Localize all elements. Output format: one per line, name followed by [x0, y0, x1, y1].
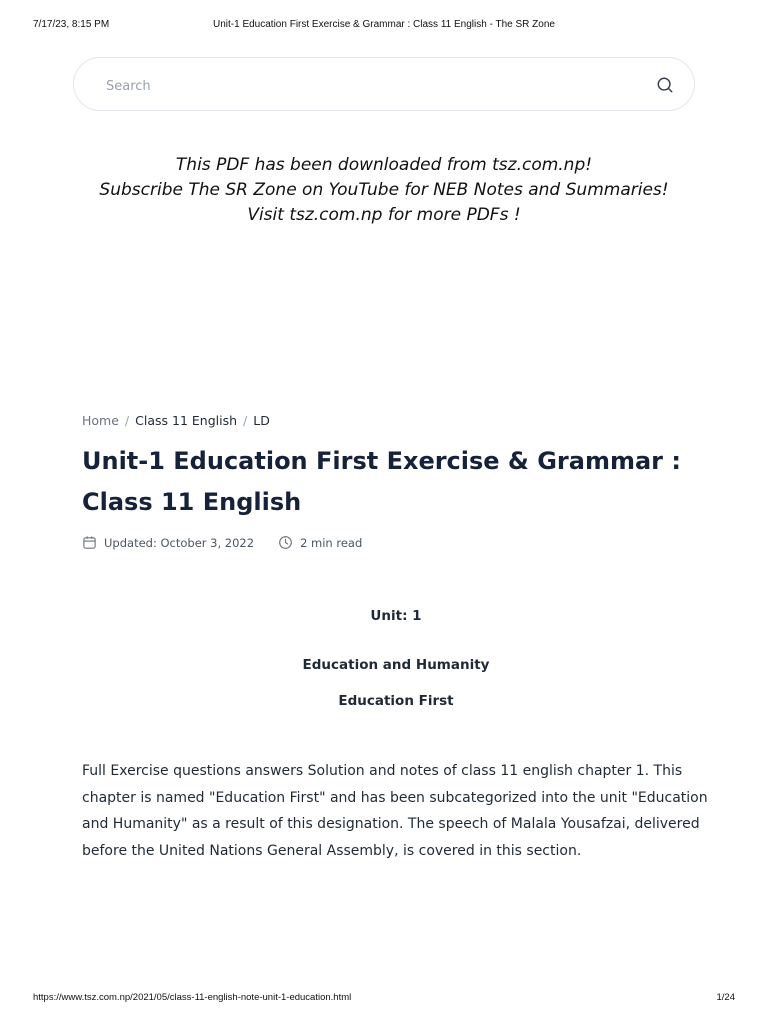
breadcrumb-ld[interactable]: LD: [253, 413, 270, 428]
chapter-heading: Education First: [338, 693, 454, 709]
updated-date-text: Updated: October 3, 2022: [104, 535, 255, 550]
breadcrumb: [82, 413, 270, 428]
clock-icon: [278, 535, 293, 550]
print-page-number: 1/24: [716, 992, 735, 1003]
breadcrumb-class-11-english[interactable]: Class 11 English: [135, 413, 238, 428]
print-document-title: Unit-1 Education First Exercise & Grammar : Class 11 English - The SR Zone: [213, 19, 555, 30]
section-heading: Education and Humanity: [302, 657, 490, 673]
notice-line-3: Visit tsz.com.np for more PDFs !: [247, 205, 521, 225]
notice-line-2: Subscribe The SR Zone on YouTube for NEB Notes and Summaries!: [99, 180, 669, 200]
notice-line-1: This PDF has been downloaded from tsz.com.np!: [175, 155, 593, 175]
pdf-notice: [0, 153, 768, 228]
read-time-text: 2 min read: [300, 535, 363, 550]
calendar-icon: [82, 535, 97, 550]
breadcrumb-home[interactable]: Home: [82, 413, 119, 428]
breadcrumb-separator: /: [124, 413, 130, 428]
page-title: Unit-1 Education First Exercise & Grammar : Class 11 English: [82, 447, 681, 516]
updated-date: [82, 535, 254, 550]
search-icon[interactable]: [656, 76, 674, 94]
article-meta: [82, 535, 362, 550]
search-input[interactable]: [104, 72, 628, 100]
search-bar: [73, 57, 695, 111]
intro-paragraph: Full Exercise questions answers Solution and notes of class 11 english chapter 1. This chapter is named "Education First" and has been subcategorized into the unit "Education and Humanity" as a result of this designation. The speech of Malala Yousafzai, delivered before the United Nations General Assembly, is covered in this section.: [82, 763, 708, 859]
unit-heading: Unit: 1: [370, 608, 422, 624]
breadcrumb-separator: /: [243, 413, 248, 428]
print-datetime: 7/17/23, 8:15 PM: [33, 19, 110, 30]
print-url: https://www.tsz.com.np/2021/05/class-11-english-note-unit-1-education.html: [33, 992, 352, 1003]
read-time: [278, 535, 362, 550]
